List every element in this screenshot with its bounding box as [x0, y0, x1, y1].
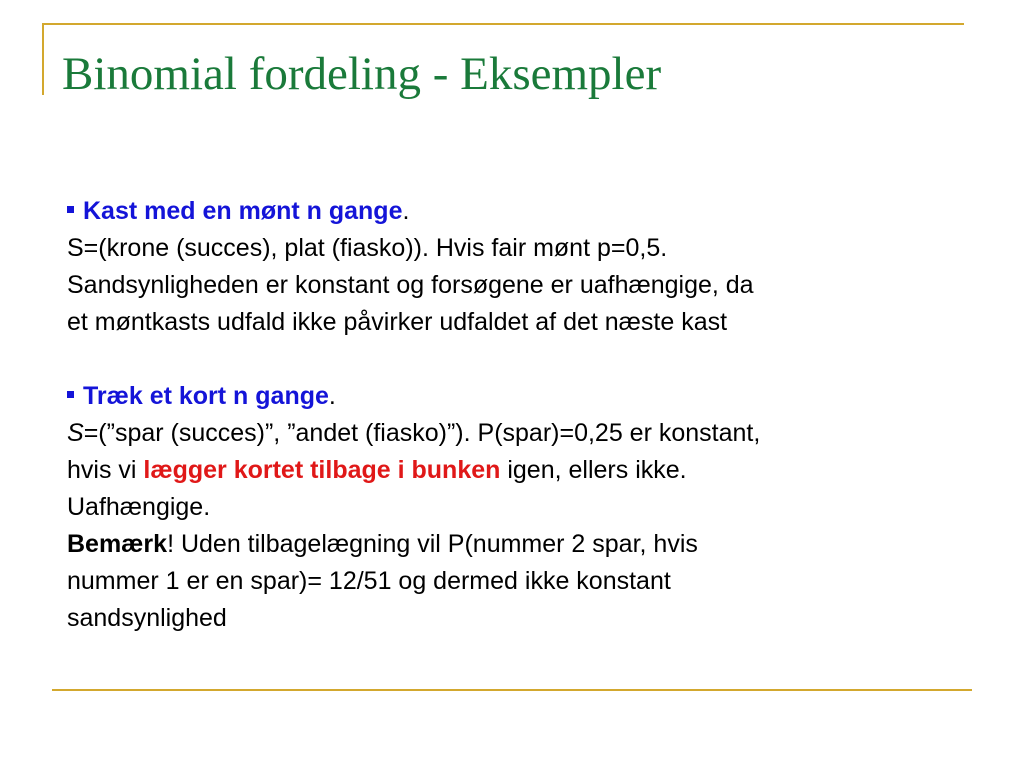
example2-line1 [67, 415, 967, 452]
example2-line1-rest: =(”spar (succes)”, ”andet (fiasko)”). P(spar)=0,25 er konstant, [83, 419, 761, 447]
remark-line1-rest: ! Uden tilbagelægning vil P(nummer 2 spar, hvis [167, 530, 698, 558]
example1-heading-suffix: . [402, 197, 410, 225]
frame-bottom-rule [52, 689, 972, 691]
frame-top-rule [42, 23, 964, 25]
slide-body [67, 193, 967, 637]
remark-label: Bemærk [67, 530, 168, 558]
example1-heading: Kast med en mønt n gange [83, 197, 403, 225]
example1-line3: et møntkasts udfald ikke påvirker udfaldet af det næste kast [67, 308, 728, 336]
frame-left-rule [42, 23, 44, 95]
example2-line2-pre: hvis vi [67, 456, 144, 484]
example2-heading-suffix: . [328, 382, 336, 410]
example2-emphasis: lægger kortet tilbage i bunken [143, 456, 501, 484]
example2-heading-line [67, 378, 967, 415]
remark-line2: nummer 1 er en spar)= 12/51 og dermed ikke konstant [67, 567, 671, 595]
example2-heading: Træk et kort n gange [83, 382, 329, 410]
slide-title: Binomial fordeling - Eksempler [62, 48, 662, 100]
paragraph-gap [67, 341, 967, 378]
example1-line2: Sandsynligheden er konstant og forsøgene er uafhængige, da [67, 271, 754, 299]
sample-space-symbol: S [67, 419, 84, 447]
example1-heading-line [67, 193, 967, 230]
remark-line3: sandsynlighed [67, 604, 227, 632]
remark-line1 [67, 526, 967, 563]
example1-line1: S=(krone (succes), plat (fiasko)). Hvis fair mønt p=0,5. [67, 234, 668, 262]
example2-line2-post: igen, ellers ikke. [500, 456, 687, 484]
square-bullet-icon [67, 206, 74, 213]
example2-line3: Uafhængige. [67, 493, 211, 521]
square-bullet-icon [67, 391, 74, 398]
example2-line2 [67, 452, 967, 489]
